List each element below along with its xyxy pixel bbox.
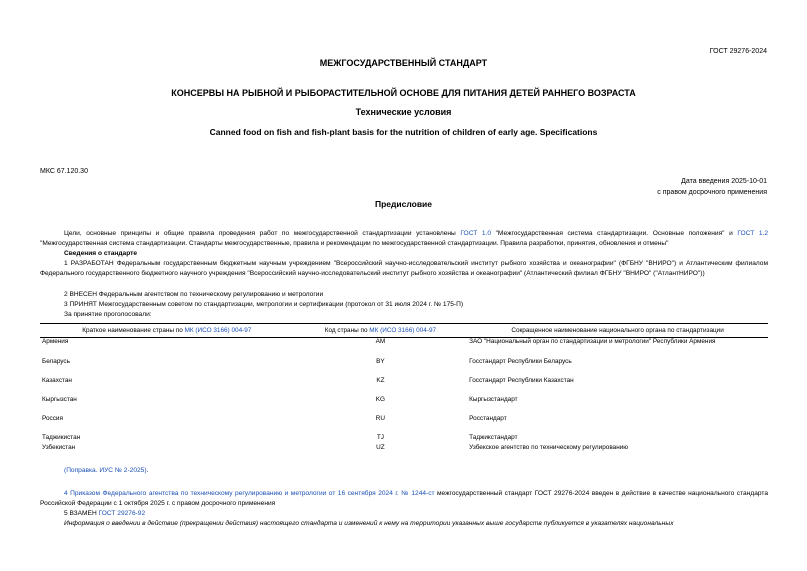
- org-cell: Росстандарт: [469, 414, 507, 422]
- code-cell: RU: [375, 414, 386, 422]
- table-row: [40, 396, 768, 415]
- country-cell: Беларусь: [42, 357, 70, 365]
- table-row: [40, 377, 768, 396]
- mk-iso-link[interactable]: МК (ИСО 3166) 004-97: [369, 327, 437, 334]
- code-cell: KZ: [376, 376, 385, 384]
- order-item: 4 Приказом Федерального агентства по техническому регулированию и метрологии от 16 сентября 2024 г. № 1244-ст межгосударственный стандарт ГОСТ 29276-2024 введен в действие в качестве национального стандарта Российской Федерации с 1 октября 2025 г. с правом досрочного применения: [40, 490, 768, 507]
- standard-info-heading: Сведения о стандарте: [64, 250, 138, 257]
- document-title: КОНСЕРВЫ НА РЫБНОЙ И РЫБОРАСТИТЕЛЬНОЙ ОСНОВЕ ДЛЯ ПИТАНИЯ ДЕТЕЙ РАННЕГО ВОЗРАСТА: [171, 88, 636, 98]
- voted-label: За принятие проголосовали:: [64, 311, 152, 318]
- mks-code: МКС 67.120.30: [40, 168, 88, 175]
- table-row: [40, 415, 768, 434]
- country-column-header: Краткое наименование страны по МК (ИСО 3166) 004-97: [40, 324, 294, 338]
- adopted-item: 3 ПРИНЯТ Межгосударственным советом по стандартизации, метрологии и сертификации (протокол от 31 июля 2024 г. № 175-П): [64, 301, 464, 308]
- early-application-note: с правом досрочного применения: [657, 189, 767, 196]
- org-cell: ЗАО "Национальный орган по стандартизации и метрологии" Республики Армения: [469, 338, 716, 345]
- document-subtitle: Технические условия: [355, 107, 452, 117]
- org-cell: Госстандарт Республики Беларусь: [469, 357, 572, 365]
- submitted-item: 2 ВНЕСЕН Федеральным агентством по техническому регулированию и метрологии: [64, 291, 324, 298]
- code-cell: AM: [375, 338, 386, 345]
- country-cell: Кыргызстан: [42, 395, 77, 403]
- standard-type: МЕЖГОСУДАРСТВЕННЫЙ СТАНДАРТ: [319, 58, 488, 68]
- country-cell: Армения: [42, 338, 69, 345]
- gost-1-2-link[interactable]: ГОСТ 1.2: [737, 230, 768, 237]
- table-row: [40, 338, 768, 358]
- code-cell: TJ: [376, 433, 384, 441]
- foreword-paragraph: Цели, основные принципы и общие правила проведения работ по межгосударственной стандартизации установлены ГОСТ 1.0 "Межгосударственная система стандартизации. Основные положения" и ГОСТ 1.2 "Межгосударственная система стандартизации. Стандарты межгосударственные, правила и рекомендации по межгосударственной стандартизации. Правила разработки, принятия, обновления и отмены": [40, 230, 768, 247]
- org-cell: Кыргызстандарт: [469, 395, 518, 403]
- code-cell: KG: [375, 395, 386, 403]
- code-column-header: Код страны по МК (ИСО 3166) 004-97: [294, 324, 467, 338]
- mk-iso-link[interactable]: МК (ИСО 3166) 004-97: [184, 327, 252, 334]
- code-cell: BY: [376, 357, 385, 365]
- org-column-header: Сокращенное наименование национального органа по стандартизации: [467, 324, 768, 338]
- country-cell: Таджикистан: [42, 433, 81, 441]
- table-row: [40, 358, 768, 377]
- country-cell: Казахстан: [42, 376, 72, 384]
- table-row: [40, 444, 768, 454]
- amendment-note: (Поправка. ИУС № 2-2025).: [64, 467, 149, 474]
- developer-item: 1 РАЗРАБОТАН Федеральным государственным бюджетным научным учреждением "Всероссийский научно-исследовательский институт рыбного хозяйства и океанографии" (ФГБНУ "ВНИРО") и Атлантическим филиалом Федерального государственного бюджетного научного учреждения "Всероссийский научно-исследовательский институт рыбного хозяйства и океанографии" (Атлантический филиал ФГБНУ "ВНИРО" ("АтлантНИРО")): [40, 260, 768, 277]
- document-number: ГОСТ 29276-2024: [709, 48, 767, 55]
- table-row: [40, 434, 768, 444]
- amendment-link[interactable]: (Поправка. ИУС № 2-2025): [64, 467, 147, 474]
- gost-29276-92-link[interactable]: ГОСТ 29276-92: [98, 510, 146, 517]
- introduction-date: Дата введения 2025-10-01: [681, 178, 767, 185]
- code-cell: UZ: [376, 443, 385, 451]
- country-cell: Россия: [42, 414, 63, 422]
- countries-table: [40, 323, 768, 454]
- org-cell: Узбекское агентство по техническому регулированию: [469, 443, 629, 451]
- replaces-item: 5 ВЗАМЕН ГОСТ 29276-92: [64, 510, 146, 517]
- order-link[interactable]: 4 Приказом Федерального агентства по техническому регулированию и метрологии от 16 сентября 2024 г. № 1244-ст: [64, 490, 435, 497]
- foreword-heading: Предисловие: [374, 199, 433, 209]
- publication-notice: Информация о введении в действие (прекращении действия) настоящего стандарта и изменений к нему на территории указанных выше государств публикуется в указателях национальных: [64, 520, 674, 527]
- english-title: Canned food on fish and fish-plant basis for the nutrition of children of early age. Specifications: [209, 127, 598, 137]
- gost-1-0-link[interactable]: ГОСТ 1.0: [460, 230, 492, 237]
- country-cell: Узбекистан: [42, 443, 76, 451]
- org-cell: Таджикстандарт: [469, 433, 518, 441]
- org-cell: Госстандарт Республики Казахстан: [469, 376, 574, 384]
